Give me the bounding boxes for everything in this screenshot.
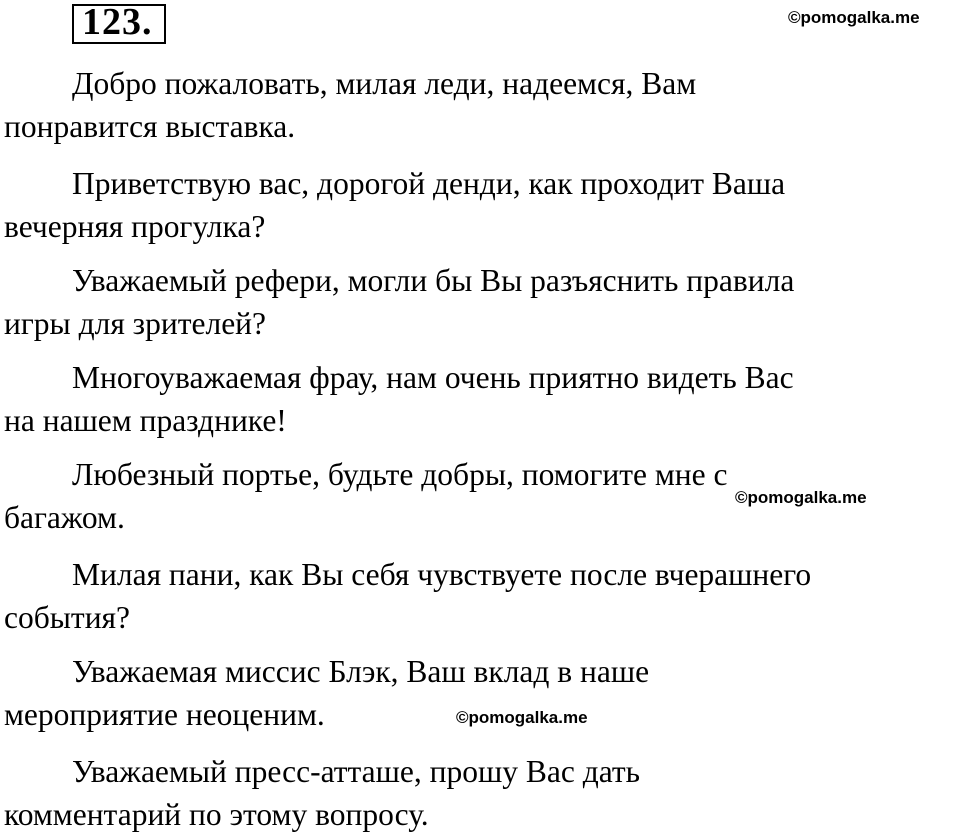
paragraph-line: вечерняя прогулка? xyxy=(4,209,266,244)
paragraph-line: Уважаемый пресс-атташе, прошу Вас дать xyxy=(72,754,641,789)
paragraph xyxy=(4,750,956,836)
watermark: ©pomogalka.me xyxy=(735,488,867,507)
paragraph xyxy=(4,62,956,148)
paragraph-line: события? xyxy=(4,600,131,635)
paragraph xyxy=(4,259,956,345)
paragraph-line: игры для зрителей? xyxy=(4,306,267,341)
paragraph xyxy=(4,553,956,639)
paragraph-line: Многоуважаемая фрау, нам очень приятно видеть Вас xyxy=(72,360,794,395)
paragraph xyxy=(4,453,956,539)
paragraph xyxy=(4,650,956,736)
paragraph-line: Любезный портье, будьте добры, помогите мне с xyxy=(72,457,728,492)
paragraph-line: Уважаемая миссис Блэк, Ваш вклад в наше xyxy=(72,654,650,689)
watermark: ©pomogalka.me xyxy=(788,8,920,27)
paragraph-line: понравится выставка. xyxy=(4,109,296,144)
paragraph-line: Добро пожаловать, милая леди, надеемся, Вам xyxy=(72,66,697,101)
paragraph-line: Приветствую вас, дорогой денди, как проходит Ваша xyxy=(72,166,786,201)
watermark: ©pomogalka.me xyxy=(456,708,588,727)
paragraph xyxy=(4,162,956,248)
exercise-number: 123. xyxy=(82,1,153,43)
paragraph xyxy=(4,356,956,442)
paragraph-line: комментарий по этому вопросу. xyxy=(4,797,429,832)
paragraph-line: мероприятие неоценим. xyxy=(4,697,325,732)
paragraph-line: на нашем празднике! xyxy=(4,403,287,438)
paragraph-line: Милая пани, как Вы себя чувствуете после вчерашнего xyxy=(72,557,812,592)
paragraph-line: багажом. xyxy=(4,500,125,535)
paragraph-line: Уважаемый рефери, могли бы Вы разъяснить правила xyxy=(72,263,795,298)
